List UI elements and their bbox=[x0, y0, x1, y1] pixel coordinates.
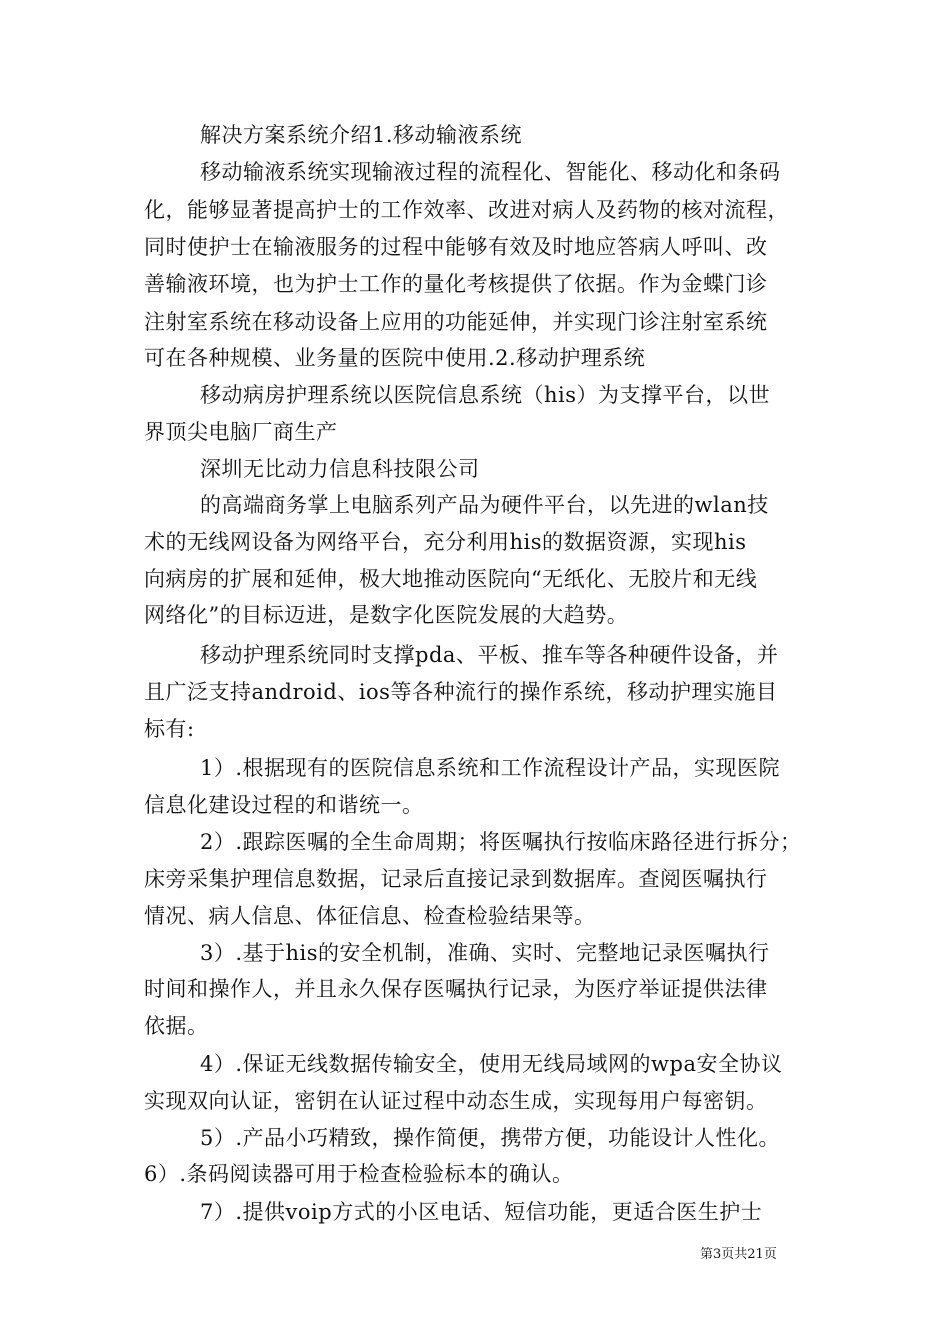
text-line: 移动病房护理系统以医院信息系统（his）为支撑平台，以世 bbox=[200, 383, 771, 407]
text-line: 可在各种规模、业务量的医院中使用.2.移动护理系统 bbox=[144, 346, 646, 370]
text-line: 同时使护士在输液服务的过程中能够有效及时地应答病人呼叫、改 bbox=[144, 235, 768, 259]
text-line: 4）.保证无线数据传输安全，使用无线局域网的wpa安全协议 bbox=[200, 1052, 783, 1076]
text-line: 且广泛支持android、ios等各种流行的操作系统，移动护理实施目 bbox=[144, 680, 778, 704]
text-line: 床旁采集护理信息数据，记录后直接记录到数据库。查阅医嘱执行 bbox=[144, 867, 768, 891]
text-line: 化，能够显著提高护士的工作效率、改进对病人及药物的核对流程， bbox=[144, 198, 789, 222]
text-line: 1）.根据现有的医院信息系统和工作流程设计产品，实现医院 bbox=[200, 756, 781, 780]
text-line: 善输液环境，也为护士工作的量化考核提供了依据。作为金蝶门诊 bbox=[144, 272, 768, 296]
text-line: 6）.条码阅读器可用于检查检验标本的确认。 bbox=[144, 1162, 574, 1186]
text-line: 注射室系统在移动设备上应用的功能延伸，并实现门诊注射室系统 bbox=[144, 310, 768, 334]
text-line: 实现双向认证，密钥在认证过程中动态生成，实现每用户每密钥。 bbox=[144, 1089, 768, 1113]
text-line: 网络化”的目标迈进，是数字化医院发展的大趋势。 bbox=[144, 603, 629, 627]
text-line: 时间和操作人，并且永久保存医嘱执行记录，为医疗举证提供法律 bbox=[144, 977, 768, 1001]
text-line: 的高端商务掌上电脑系列产品为硬件平台，以先进的wlan技 bbox=[200, 493, 769, 517]
text-line: 向病房的扩展和延伸，极大地推动医院向“无纸化、无胶片和无线 bbox=[144, 567, 758, 591]
text-line: 信息化建设过程的和谐统一。 bbox=[144, 793, 424, 817]
text-line: 情况、病人信息、体征信息、检查检验结果等。 bbox=[144, 904, 596, 928]
text-line: 标有: bbox=[144, 717, 195, 741]
text-line: 2）.跟踪医嘱的全生命周期；将医嘱执行按临床路径进行拆分； bbox=[200, 830, 802, 854]
text-line: 术的无线网设备为网络平台，充分利用his的数据资源，实现his bbox=[144, 530, 747, 554]
text-line: 7）.提供voip方式的小区电话、短信功能，更适合医生护士 bbox=[200, 1200, 763, 1224]
text-line: 解决方案系统介绍1.移动输液系统 bbox=[200, 123, 523, 147]
text-line: 界顶尖电脑厂商生产 bbox=[144, 420, 338, 444]
page-number: 第3页共21页 bbox=[700, 1247, 777, 1262]
text-line: 移动输液系统实现输液过程的流程化、智能化、移动化和条码 bbox=[200, 160, 781, 184]
text-line: 5）.产品小巧精致，操作简便，携带方便，功能设计人性化。 bbox=[200, 1126, 781, 1150]
text-line: 依据。 bbox=[144, 1014, 209, 1038]
text-line: 移动护理系统同时支撑pda、平板、推车等各种硬件设备，并 bbox=[200, 643, 779, 667]
text-line: 3）.基于his的安全机制，准确、实时、完整地记录医嘱执行 bbox=[200, 941, 770, 965]
text-line: 深圳无比动力信息科技限公司 bbox=[200, 457, 480, 481]
